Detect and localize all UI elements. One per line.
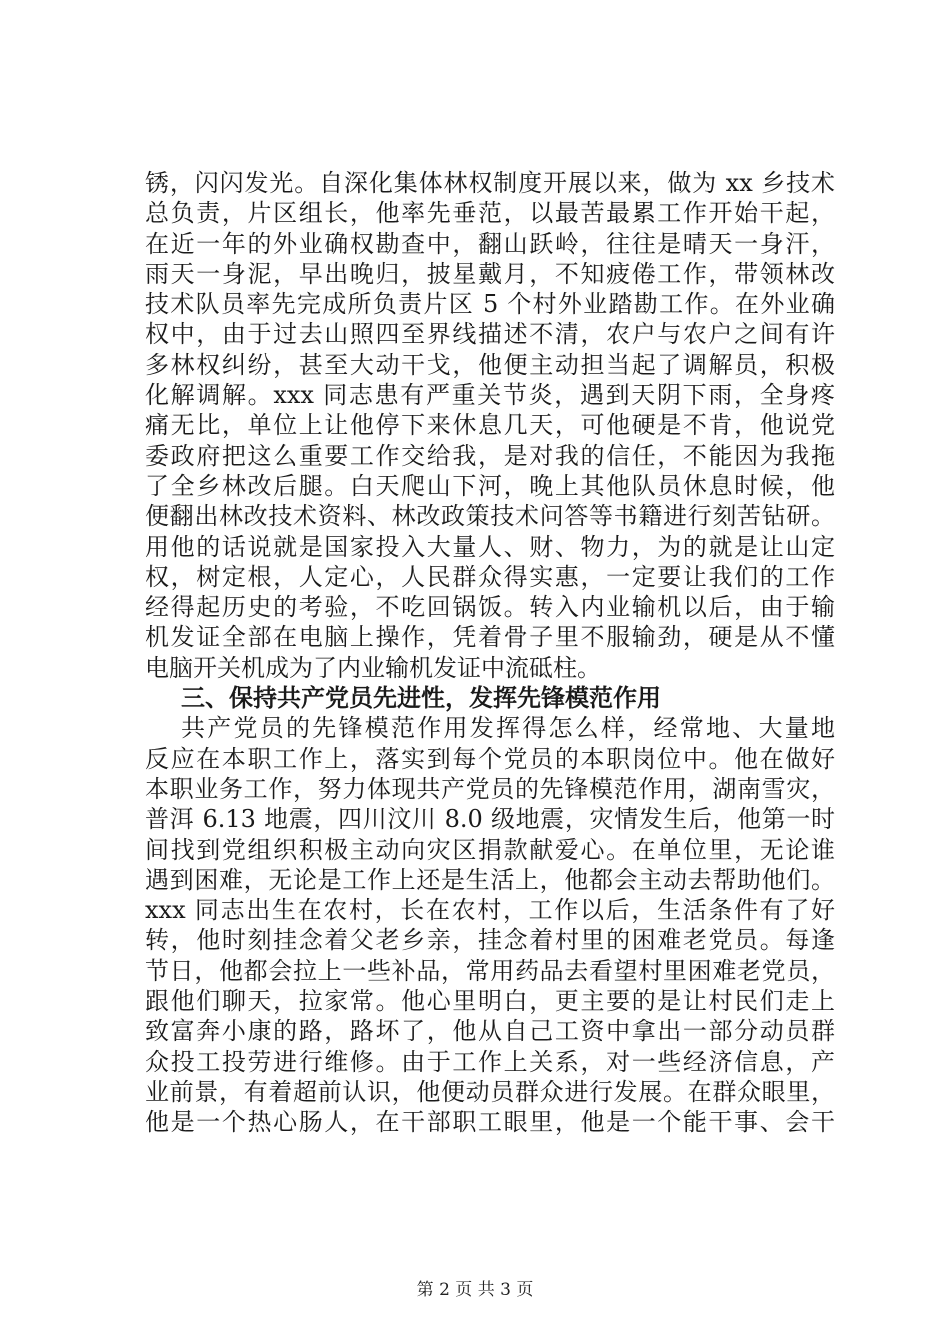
text-line: 化解调解。xxx 同志患有严重关节炎，遇到天阴下雨，全身疼 <box>145 381 835 410</box>
text-line: 电脑开关机成为了内业输机发证中流砥柱。 <box>145 653 601 682</box>
text-line: 技术队员率先完成所负责片区 5 个村外业踏勘工作。在外业确 <box>145 290 835 319</box>
text-line: 机发证全部在电脑上操作，凭着骨子里不服输劲，硬是从不懂 <box>145 623 835 652</box>
text-line: 致富奔小康的路，路坏了，他从自己工资中拿出一部分动员群 <box>145 1017 835 1046</box>
text-line: 总负责，片区组长，他率先垂范，以最苦最累工作开始干起， <box>145 199 835 228</box>
text-line: 共产党员的先锋模范作用发挥得怎么样，经常地、大量地 <box>181 714 835 743</box>
text-line: 跟他们聊天，拉家常。他心里明白，更主要的是让村民们走上 <box>145 987 835 1016</box>
text-line: 委政府把这么重要工作交给我，是对我的信任，不能因为我拖 <box>145 441 835 470</box>
text-line: 经得起历史的考验，不吃回锅饭。转入内业输机以后，由于输 <box>145 593 835 622</box>
section-heading-3: 三、保持共产党员先进性，发挥先锋模范作用 <box>181 683 661 713</box>
text-line: 雨天一身泥，早出晚归，披星戴月，不知疲倦工作，带领林改 <box>145 259 835 288</box>
text-line: 了全乡林改后腿。白天爬山下河，晚上其他队员休息时候，他 <box>145 471 835 500</box>
text-line: 转，他时刻挂念着父老乡亲，挂念着村里的困难老党员。每逢 <box>145 926 835 955</box>
body-text <box>145 168 835 1138</box>
text-line: 权中，由于过去山照四至界线描述不清，农户与农户之间有许 <box>145 320 835 349</box>
text-line: 节日，他都会拉上一些补品，常用药品去看望村里困难老党员， <box>145 956 835 985</box>
text-line: 普洱 6.13 地震，四川汶川 8.0 级地震，灾情发生后，他第一时 <box>145 805 835 834</box>
page-footer: 第 2 页 共 3 页 <box>416 1280 534 1300</box>
text-line: 间找到党组织积极主动向灾区捐款献爱心。在单位里，无论谁 <box>145 835 835 864</box>
text-line: 锈，闪闪发光。自深化集体林权制度开展以来，做为 xx 乡技术 <box>145 169 835 197</box>
paragraph-2 <box>145 713 835 1137</box>
text-line: 在近一年的外业确权勘查中，翻山跃岭，往往是晴天一身汗， <box>145 229 835 258</box>
text-line: 用他的话说就是国家投入大量人、财、物力，为的就是让山定 <box>145 532 835 561</box>
text-line: 便翻出林改技术资料、林改政策技术问答等书籍进行刻苦钻研。 <box>145 502 835 531</box>
text-line: 反应在本职工作上，落实到每个党员的本职岗位中。他在做好 <box>145 744 835 773</box>
text-line: 多林权纠纷，甚至大动干戈，他便主动担当起了调解员，积极 <box>145 350 835 379</box>
text-line: 权，树定根，人定心，人民群众得实惠，一定要让我们的工作 <box>145 562 835 591</box>
paragraph-1 <box>145 168 835 683</box>
text-line: 众投工投劳进行维修。由于工作上关系，对一些经济信息，产 <box>145 1047 835 1076</box>
text-line: 他是一个热心肠人，在干部职工眼里，他是一个能干事、会干 <box>145 1108 835 1137</box>
text-line: xxx 同志出生在农村，长在农村，工作以后，生活条件有了好 <box>145 896 835 925</box>
text-line: 遇到困难，无论是工作上还是生活上，他都会主动去帮助他们。 <box>145 865 835 894</box>
text-line: 痛无比，单位上让他停下来休息几天，可他硬是不肯，他说党 <box>145 411 835 440</box>
text-line: 业前景，有着超前认识，他便动员群众进行发展。在群众眼里， <box>145 1077 835 1106</box>
text-line: 本职业务工作，努力体现共产党员的先锋模范作用，湖南雪灾， <box>145 774 835 803</box>
